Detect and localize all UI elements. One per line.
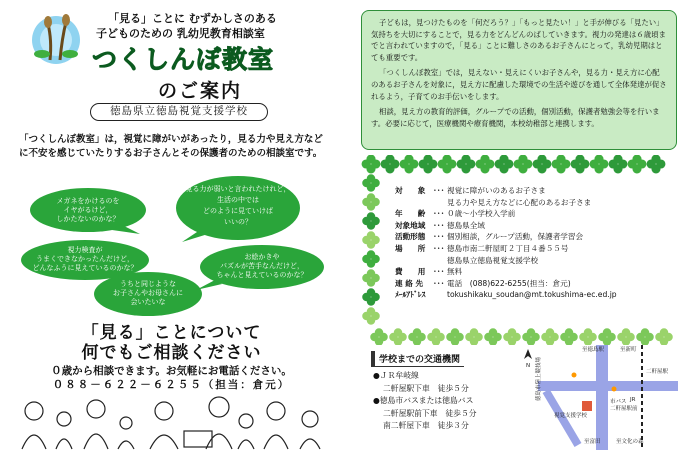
access-map bbox=[518, 345, 678, 450]
bubble-text: うちと同じような bbox=[120, 280, 176, 288]
bubble-text: 会いたいな bbox=[130, 298, 166, 306]
clover-icon bbox=[362, 250, 380, 268]
clover-icon bbox=[560, 328, 578, 345]
bubble-text: しかたないのかな？ bbox=[56, 215, 120, 223]
clover-icon bbox=[438, 155, 457, 173]
clover-icon bbox=[362, 288, 380, 306]
clover-icon bbox=[495, 155, 514, 173]
clover-icon bbox=[419, 155, 438, 173]
map-label: 視覚支援学校 bbox=[554, 413, 588, 419]
cta-subtext: ０歳から相談できます。お気軽にお電話ください。 bbox=[51, 365, 292, 377]
clover-icon bbox=[609, 155, 628, 173]
map-label: 二軒屋駅前 bbox=[610, 406, 638, 412]
clover-icon bbox=[617, 328, 635, 345]
access-item: 二軒屋駅前下車 徒歩５分 bbox=[383, 408, 477, 418]
bubble-text: どのように見ていけば bbox=[203, 207, 273, 215]
bubble-text: 視力検査が bbox=[67, 246, 103, 254]
clover-icon bbox=[522, 328, 540, 345]
svg-text:N: N bbox=[526, 363, 531, 369]
access-item: ●徳島市バスまたは徳島バス bbox=[373, 396, 474, 405]
clover-icon bbox=[476, 155, 495, 173]
info-table bbox=[395, 185, 675, 301]
bubble-text: お子さんやお母さんに bbox=[113, 289, 183, 297]
phone-number: ０８８－６２２－６２５５（担当：倉元） bbox=[52, 379, 291, 391]
bubble-text: ちゃんと見えているのかな？ bbox=[216, 271, 308, 279]
bubble-text: 生活の中では bbox=[217, 196, 259, 204]
map-label: 至富田 bbox=[584, 439, 601, 445]
access-list bbox=[373, 370, 477, 433]
info-row: 対 象 ･･･ 視覚に障がいのあるお子さま bbox=[395, 186, 546, 195]
cta-heading-line-1: 「見る」ことについて bbox=[81, 323, 262, 343]
info-row: 徳島県立徳島視覚支援学校 bbox=[447, 255, 539, 265]
speech-bubble bbox=[30, 188, 146, 234]
clover-icon bbox=[381, 155, 400, 173]
access-item: ●ＪＲ牟岐線 bbox=[373, 371, 419, 380]
map-label: 至徳島駅 bbox=[582, 347, 605, 353]
right-page bbox=[343, 0, 686, 457]
info-row[interactable]: ﾒｰﾙｱﾄﾞﾚｽ tokushikaku_soudan@mt.tokushima-ec.ed.jp bbox=[395, 289, 675, 301]
bubble-text: お絵かきや bbox=[244, 253, 280, 261]
bubble-text: メガネをかけるのを bbox=[56, 197, 120, 205]
map-label: 至文化の森 bbox=[616, 439, 644, 445]
clover-icon bbox=[579, 328, 597, 345]
info-row: 年 齢 ･･･ ０歳～小学校入学前 bbox=[395, 209, 516, 219]
info-row: 活動形態 ･･･ 個別相談，グループ活動，保護者学習会 bbox=[395, 232, 584, 242]
about-paragraph: 「つくしんぼ教室」では，見えない・見えにくいお子さんや，見る力・見え方に心配のあるお子さんを対象に，見え方に配慮した環境での生活や遊びを通して全体発達が促されるよう，子育てのお手伝いをします。 bbox=[371, 68, 667, 101]
clover-icon bbox=[514, 155, 533, 173]
header-line-2: 子どものための 乳幼児教育相談室 bbox=[96, 27, 265, 40]
people-illustration-icon bbox=[14, 393, 330, 451]
info-row: 場 所 ･･･ 徳島市南二軒屋町２丁目４番５５号 bbox=[395, 243, 569, 253]
clover-icon bbox=[457, 155, 476, 173]
bubble-text: イヤがるけど， bbox=[63, 206, 113, 214]
clover-icon bbox=[541, 328, 559, 345]
speech-bubble bbox=[196, 245, 324, 290]
clover-icon bbox=[636, 328, 654, 345]
clover-icon bbox=[362, 307, 380, 325]
access-title: 学校までの交通機関 bbox=[371, 351, 464, 367]
bubble-text: いいの？ bbox=[224, 218, 252, 226]
clover-icon bbox=[552, 155, 571, 173]
bubble-text: パズルが苦手なんだけど， bbox=[220, 262, 304, 270]
page-title: つくしんぼ教室 bbox=[92, 45, 275, 74]
info-row: 連 絡 先 ･･･ 電話 (088)622-6255(担当：倉元) bbox=[395, 278, 571, 288]
access-item: 南二軒屋下車 徒歩３分 bbox=[383, 421, 469, 430]
clover-icon bbox=[571, 155, 590, 173]
about-box bbox=[361, 10, 677, 150]
clover-icon bbox=[533, 155, 552, 173]
tsukushi-logo-icon bbox=[28, 10, 84, 70]
clover-icon bbox=[628, 155, 647, 173]
map-label: 市バス bbox=[610, 399, 627, 405]
school-name-badge: 徳島県立徳島視覚支援学校 bbox=[90, 103, 268, 121]
clover-icon bbox=[362, 155, 381, 173]
clover-icon bbox=[389, 328, 407, 345]
info-row: 見る力や見え方などに心配のあるお子さま bbox=[447, 197, 592, 207]
clover-icon bbox=[427, 328, 445, 345]
clover-icon bbox=[362, 174, 380, 192]
bubble-text: 見る力が弱いと言われたけれど， bbox=[185, 185, 291, 193]
access-item: 二軒屋駅下車 徒歩５分 bbox=[383, 383, 469, 393]
about-paragraph: 子どもは，見つけたものを「何だろう？」「もっと見たい！」と手が伸びる「見たい」気持ちを大切にすることで，見る力をどんどんのばしていきます。視力の発達は６歳頃までと言われていますので，「見る」ことに難しさのあるお子さんにとって，乳幼児期はとても重要です。 bbox=[371, 18, 666, 62]
clover-icon bbox=[362, 193, 380, 211]
clover-icon bbox=[362, 231, 380, 249]
page-subtitle: のご案内 bbox=[158, 80, 243, 102]
clover-icon bbox=[590, 155, 609, 173]
cta-heading-line-2: 何でもご相談ください bbox=[81, 343, 262, 363]
map-label: JR bbox=[630, 397, 636, 403]
map-label: 徳島市陸上競技場 bbox=[536, 356, 542, 401]
clover-icon bbox=[362, 269, 380, 287]
clover-icon bbox=[598, 328, 616, 345]
clover-icon bbox=[503, 328, 521, 345]
question-bubbles bbox=[0, 172, 343, 320]
intro-text: 「つくしんぼ教室」は，視覚に障がいがあったり，見る力や見え方などに不安を感じていたりするお子さんとその保護者のための相談室です。 bbox=[19, 134, 323, 159]
map-label: 二軒屋駅 bbox=[646, 369, 669, 375]
bubble-text: どんなふうに見えているのかな？ bbox=[32, 264, 138, 272]
email-link: tokushikaku_soudan@mt.tokushima-ec.ed.jp bbox=[447, 290, 617, 300]
clover-icon bbox=[370, 328, 388, 345]
speech-bubble bbox=[94, 272, 202, 316]
header-line-1: 「見る」ことに むずかしさのある bbox=[108, 12, 277, 25]
clover-icon bbox=[465, 328, 483, 345]
bubble-text: うまくできなかったんだけど， bbox=[36, 255, 134, 263]
clover-icon bbox=[400, 155, 419, 173]
school-marker-icon bbox=[582, 401, 592, 411]
about-paragraph: 相談，見え方の教育的評価，グループでの活動，個別活動，保護者勉強会等を行います。必要に応じて，医療機関や療育機関，本校幼稚部と連携します。 bbox=[371, 107, 660, 128]
info-row: 対象地域 ･･･ 徳島県全域 bbox=[395, 220, 485, 230]
clover-icon bbox=[655, 328, 673, 345]
speech-bubble bbox=[176, 176, 300, 242]
clover-icon bbox=[362, 212, 380, 230]
map-label: 至新町 bbox=[620, 347, 637, 353]
clover-icon bbox=[446, 328, 464, 345]
clover-icon bbox=[647, 155, 666, 173]
info-row: 費 用 ･･･ 無料 bbox=[395, 267, 463, 277]
clover-icon bbox=[408, 328, 426, 345]
clover-icon bbox=[484, 328, 502, 345]
